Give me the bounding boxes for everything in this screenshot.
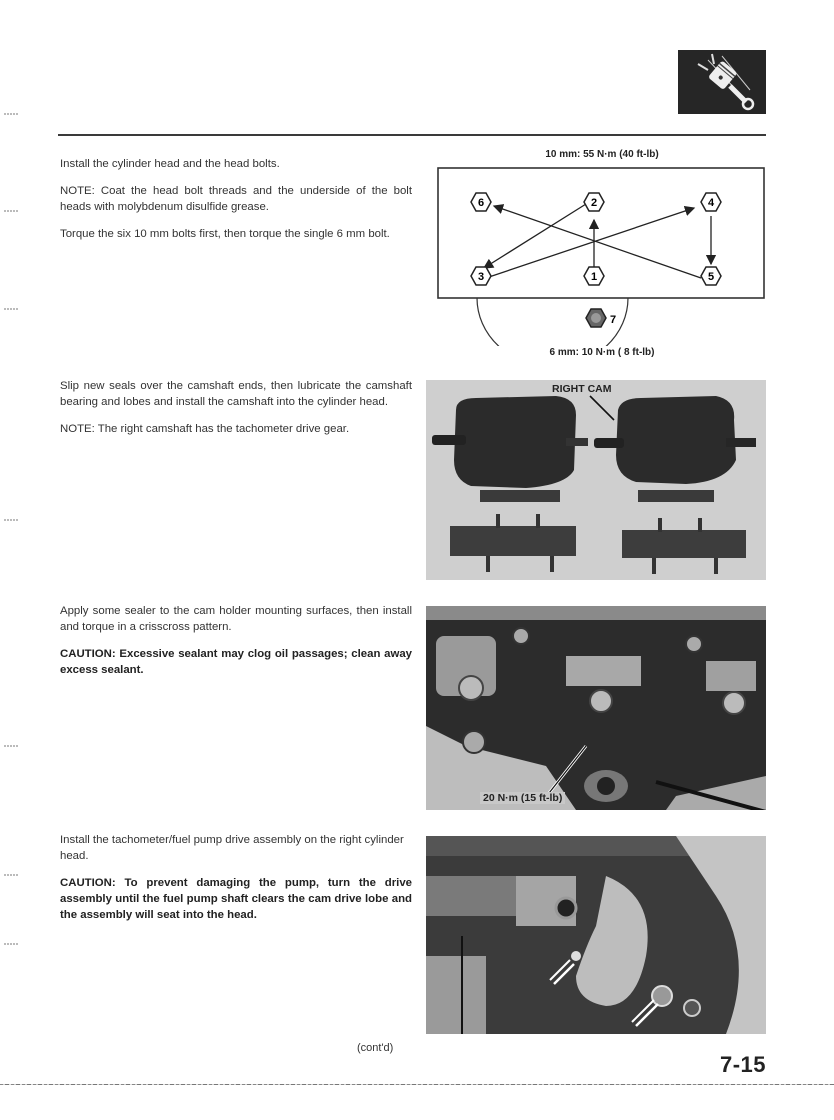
bolt-label: 4 bbox=[707, 197, 715, 209]
bolt-3 bbox=[471, 267, 491, 285]
diagram-bottom-caption: 6 mm: 10 N·m ( 8 ft-lb) bbox=[549, 347, 655, 358]
bolt-4 bbox=[701, 193, 721, 211]
caution: CAUTION: Excessive sealant may clog oil passages; clean away excess sealant. bbox=[60, 648, 412, 676]
bolt-5 bbox=[701, 267, 721, 285]
paragraph: Torque the six 10 mm bolts first, then torque the single 6 mm bolt. bbox=[60, 228, 390, 240]
bolt-sequence-diagram bbox=[436, 166, 766, 346]
paragraph: Install the tachometer/fuel pump drive assembly on the right cylinder head. bbox=[60, 834, 404, 862]
bolt-1 bbox=[584, 267, 604, 285]
section-icon-box bbox=[678, 50, 766, 114]
bolt-label: 3 bbox=[477, 271, 485, 283]
header-rule bbox=[58, 134, 766, 136]
continued-label: (cont'd) bbox=[357, 1042, 394, 1054]
note: NOTE: Coat the head bolt threads and the underside of the bolt heads with molybdenum disulfide grease. bbox=[60, 185, 412, 213]
section-2-text bbox=[60, 378, 412, 448]
scan-mark bbox=[4, 308, 18, 310]
arrow-2-3 bbox=[484, 204, 586, 268]
bolt-label: 7 bbox=[609, 314, 617, 326]
scan-mark bbox=[4, 943, 18, 945]
bolt-2 bbox=[584, 193, 604, 211]
paragraph: Apply some sealer to the cam holder mounting surfaces, then install and torque in a crisscross pattern. bbox=[60, 605, 412, 633]
diagram-top-caption: 10 mm: 55 N·m (40 ft-lb) bbox=[545, 149, 659, 160]
footer-rule bbox=[0, 1084, 834, 1085]
bolt-label: 6 bbox=[477, 197, 485, 209]
note: NOTE: The right camshaft has the tachometer drive gear. bbox=[60, 423, 350, 435]
scan-mark bbox=[4, 745, 18, 747]
scan-mark bbox=[4, 210, 18, 212]
section-3-text bbox=[60, 603, 412, 689]
scan-mark bbox=[4, 519, 18, 521]
paragraph: Slip new seals over the camshaft ends, then lubricate the camshaft bearing and lobes and install the camshaft into the cylinder head. bbox=[60, 380, 412, 408]
bolt-7 bbox=[586, 309, 616, 327]
right-cam-label: RIGHT CAM bbox=[552, 383, 612, 395]
piston-icon bbox=[678, 50, 766, 114]
bolt-label: 5 bbox=[707, 271, 715, 283]
holder-torque-label: 20 N·m (15 ft-lb) bbox=[480, 792, 565, 804]
caution: CAUTION: To prevent damaging the pump, turn the drive assembly until the fuel pump shaft clears the cam drive lobe and the assembly will seat into the head. bbox=[60, 877, 412, 921]
bolt-7-outline bbox=[477, 298, 628, 346]
section-1-text bbox=[60, 156, 412, 253]
page-number: 7-15 bbox=[719, 1052, 766, 1077]
drive-assembly-photo bbox=[426, 836, 766, 1034]
scan-mark bbox=[4, 113, 18, 115]
camshaft-photo bbox=[426, 380, 766, 580]
scan-mark bbox=[4, 874, 18, 876]
bolt-label: 2 bbox=[590, 197, 598, 209]
bolt-6 bbox=[471, 193, 491, 211]
cam-holder-photo bbox=[426, 606, 766, 810]
paragraph: Install the cylinder head and the head bolts. bbox=[60, 158, 280, 170]
bolt-label: 1 bbox=[590, 271, 598, 283]
section-4-text bbox=[60, 832, 412, 934]
